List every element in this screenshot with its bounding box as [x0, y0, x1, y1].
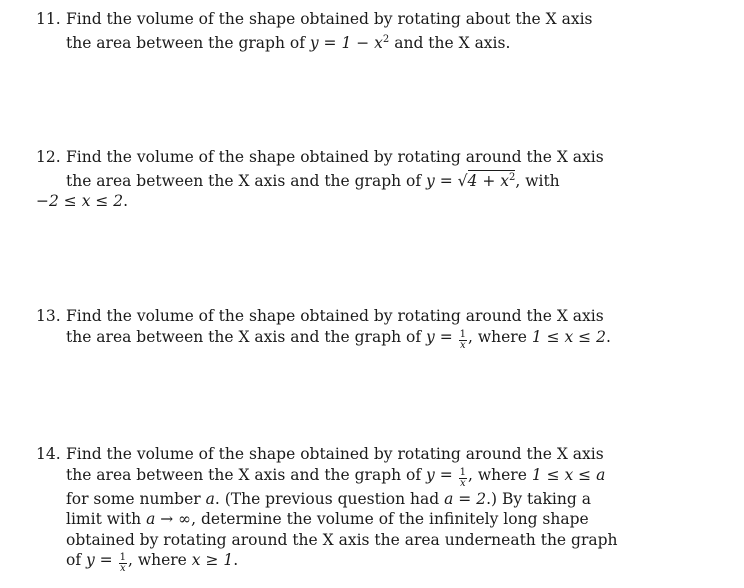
math-expression: a = 2: [444, 489, 487, 508]
math-expression: x ≥ 1: [191, 551, 234, 569]
problem-number: 14.: [36, 445, 61, 463]
math-expression: a → ∞: [146, 510, 192, 528]
problem-11: [36, 9, 593, 53]
problem-number: 11.: [36, 10, 61, 28]
math-expression: y =: [426, 327, 458, 346]
math-expression: 1 ≤ x ≤ 2: [531, 327, 606, 346]
text-run: , where: [468, 327, 532, 346]
radical-sign-icon: √: [457, 171, 468, 190]
problem-14: [36, 444, 618, 574]
text-run: , where: [127, 551, 192, 569]
problem-13: [36, 306, 611, 351]
text-line: [66, 30, 566, 54]
text-run: the area between the X axis and the graph of: [66, 171, 427, 190]
text-run: limit with: [66, 510, 147, 528]
text-run: and the X axis.: [389, 33, 511, 52]
text-line: [36, 191, 566, 212]
text-run: .) By taking a: [486, 489, 591, 508]
numerator: 1: [459, 466, 467, 478]
denominator: x: [460, 339, 466, 351]
problem-number: 12.: [36, 148, 61, 166]
math-expression: y =: [86, 551, 118, 569]
fraction: [459, 468, 467, 489]
text-line: [66, 444, 604, 465]
math-expression: y =: [426, 171, 458, 190]
text-line: [66, 147, 604, 168]
exponent: 2: [382, 33, 390, 45]
denominator: x: [119, 563, 126, 574]
text-run: obtained by rotating around the X axis the area underneath the graph: [66, 530, 618, 549]
math-expression: y =: [426, 465, 458, 484]
text-run: Find the volume of the shape obtained by rotating around the X axis: [66, 307, 604, 325]
math-expression: 1 ≤ x ≤ a: [531, 465, 606, 484]
text-run: Find the volume of the shape obtained by rotating around the X axis: [66, 445, 604, 463]
text-run: , determine the volume of the infinitely long shape: [191, 510, 589, 528]
text-run: .: [605, 327, 611, 346]
math-expression: y = 1 − x: [309, 33, 383, 52]
fraction: [459, 330, 467, 351]
text-run: the area between the X axis and the graph of: [66, 327, 427, 346]
text-line: [66, 530, 618, 551]
text-line: [66, 550, 566, 574]
math-expression: a: [205, 489, 215, 508]
problem-12: [36, 147, 604, 212]
text-run: for some number: [66, 489, 206, 508]
text-line: [66, 489, 591, 510]
text-run: .: [233, 551, 239, 569]
math-expression: −2 ≤ x ≤ 2: [36, 192, 124, 210]
text-line: [66, 306, 604, 327]
text-line: [66, 168, 566, 192]
text-run: the area between the X axis and the graph of: [66, 465, 427, 484]
radicand: $4 + x^2$: [467, 171, 516, 190]
numerator: 1: [119, 552, 126, 563]
problem-number: 13.: [36, 307, 61, 325]
text-run: , where: [468, 465, 532, 484]
text-run: .: [123, 192, 129, 210]
numerator: 1: [459, 328, 467, 340]
denominator: x: [460, 477, 466, 489]
text-line: [66, 509, 589, 530]
text-line: [66, 9, 593, 30]
fraction: [119, 553, 127, 574]
problem-text: [66, 306, 611, 351]
problem-text: [66, 444, 618, 574]
text-run: Find the volume of the shape obtained by rotating about the X axis: [66, 10, 593, 28]
text-run: . (The previous question had: [214, 489, 445, 508]
text-run: of: [66, 551, 86, 569]
problem-text: [66, 9, 593, 53]
text-line: [66, 327, 611, 351]
text-line: [66, 465, 606, 489]
text-run: , with: [515, 171, 560, 190]
square-root: [458, 170, 516, 190]
exponent: 2: [508, 171, 516, 183]
text-run: Find the volume of the shape obtained by rotating around the X axis: [66, 148, 604, 166]
text-run: the area between the graph of: [66, 33, 310, 52]
